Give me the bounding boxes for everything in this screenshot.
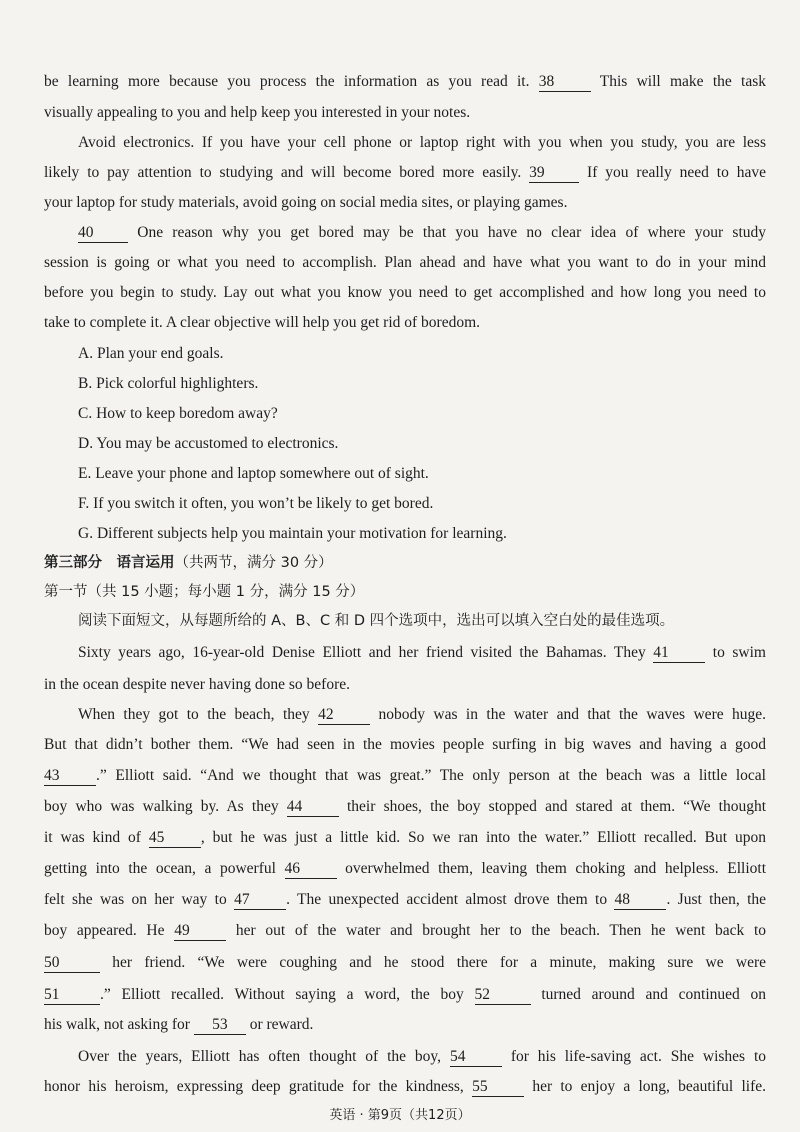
option-g[interactable]: G. Different subjects help you maintain your motivation for learning. <box>78 525 507 542</box>
sub-heading: 第一节（共 15 小题；每小题 1 分，满分 15 分） <box>44 584 365 600</box>
answer-blank-52[interactable]: 52 <box>475 986 531 1005</box>
answer-blank-39[interactable]: 39 <box>529 164 579 183</box>
answer-blank-55[interactable]: 55 <box>472 1078 524 1097</box>
passage1-line: before you begin to study. Lay out what you know you need to get accomplished and how long you need to <box>44 284 766 301</box>
passage2-line: Sixty years ago, 16-year-old Denise Elliott and her friend visited the Bahamas. They 41 to swim <box>78 644 766 661</box>
passage2-line: honor his heroism, expressing deep gratitude for the kindness, 55 her to enjoy a long, beautiful life. <box>44 1078 767 1095</box>
page-footer: 英语 · 第9页（共12页） <box>329 1108 471 1123</box>
answer-blank-49[interactable]: 49 <box>174 922 226 941</box>
passage2-line: in the ocean despite never having done so before. <box>44 676 351 693</box>
answer-blank-48[interactable]: 48 <box>614 891 666 910</box>
passage1-line: Avoid electronics. If you have your cell phone or laptop right with you when you study, you are less <box>78 134 766 151</box>
answer-blank-41[interactable]: 41 <box>653 644 705 663</box>
passage1-line: session is going or what you need to accomplish. Plan ahead and have what you want to do in your mind <box>44 254 766 271</box>
passage2-line: 51 .” Elliott recalled. Without saying a word, the boy 52 turned around and continued on <box>44 986 767 1003</box>
answer-blank-40[interactable]: 40 <box>78 224 128 243</box>
passage2-line: boy appeared. He 49 her out of the water and brought her to the beach. Then he went back to <box>44 922 767 939</box>
option-a[interactable]: A. Plan your end goals. <box>78 345 224 362</box>
passage2-line: it was kind of 45 , but he was just a little kid. So we ran into the water.” Elliott recalled. But upon <box>44 829 766 846</box>
passage2-line: 43 .” Elliott said. “And we thought that was great.” The only person at the beach was a little local <box>44 767 766 784</box>
part-heading: 第三部分 语言运用（共两节，满分 30 分） <box>44 555 333 571</box>
answer-blank-38[interactable]: 38 <box>539 73 591 92</box>
answer-blank-42[interactable]: 42 <box>318 706 370 725</box>
passage2-line: boy who was walking by. As they 44 their shoes, the boy stopped and stared at them. “We thought <box>44 798 766 815</box>
answer-blank-43[interactable]: 43 <box>44 767 96 786</box>
passage2-line: getting into the ocean, a powerful 46 overwhelmed them, leaving them choking and helpless. Elliott <box>44 860 767 877</box>
passage1-line: likely to pay attention to studying and will become bored more easily. 39 If you really need to have <box>44 164 767 181</box>
answer-blank-46[interactable]: 46 <box>285 860 337 879</box>
answer-blank-53[interactable]: 53 <box>194 1016 246 1035</box>
option-d[interactable]: D. You may be accustomed to electronics. <box>78 435 339 452</box>
instruction: 阅读下面短文，从每题所给的 A、B、C 和 D 四个选项中，选出可以填入空白处的最佳选项。 <box>78 613 675 629</box>
answer-blank-54[interactable]: 54 <box>450 1048 502 1067</box>
option-c[interactable]: C. How to keep boredom away? <box>78 405 278 422</box>
passage2-line: 50 her friend. “We were coughing and he stood there for a minute, making sure we were <box>44 954 766 971</box>
answer-blank-47[interactable]: 47 <box>234 891 286 910</box>
option-f[interactable]: F. If you switch it often, you won’t be likely to get bored. <box>78 495 434 512</box>
answer-blank-45[interactable]: 45 <box>149 829 201 848</box>
passage1-line: 40 One reason why you get bored may be that you have no clear idea of where your study <box>78 224 767 241</box>
option-b[interactable]: B. Pick colorful highlighters. <box>78 375 259 392</box>
option-e[interactable]: E. Leave your phone and laptop somewhere out of sight. <box>78 465 429 482</box>
passage2-line: felt she was on her way to 47 . The unexpected accident almost drove them to 48 . Just then, the <box>44 891 767 908</box>
passage2-line: When they got to the beach, they 42 nobody was in the water and that the waves were huge. <box>78 706 767 723</box>
passage1-line: take to complete it. A clear objective will help you get rid of boredom. <box>44 314 481 331</box>
answer-blank-44[interactable]: 44 <box>287 798 339 817</box>
answer-blank-50[interactable]: 50 <box>44 954 100 973</box>
passage1-line: your laptop for study materials, avoid going on social media sites, or playing games. <box>44 194 568 211</box>
passage1-line: be learning more because you process the information as you read it. 38 This will make the task <box>44 73 766 90</box>
passage2-line: But that didn’t bother them. “We had seen in the movies people surfing in big waves and having a good <box>44 736 766 753</box>
passage2-line: Over the years, Elliott has often thought of the boy, 54 for his life-saving act. She wishes to <box>78 1048 767 1065</box>
answer-blank-51[interactable]: 51 <box>44 986 100 1005</box>
passage2-line: his walk, not asking for 53 or reward. <box>44 1016 314 1033</box>
passage1-line: visually appealing to you and help keep you interested in your notes. <box>44 104 471 121</box>
